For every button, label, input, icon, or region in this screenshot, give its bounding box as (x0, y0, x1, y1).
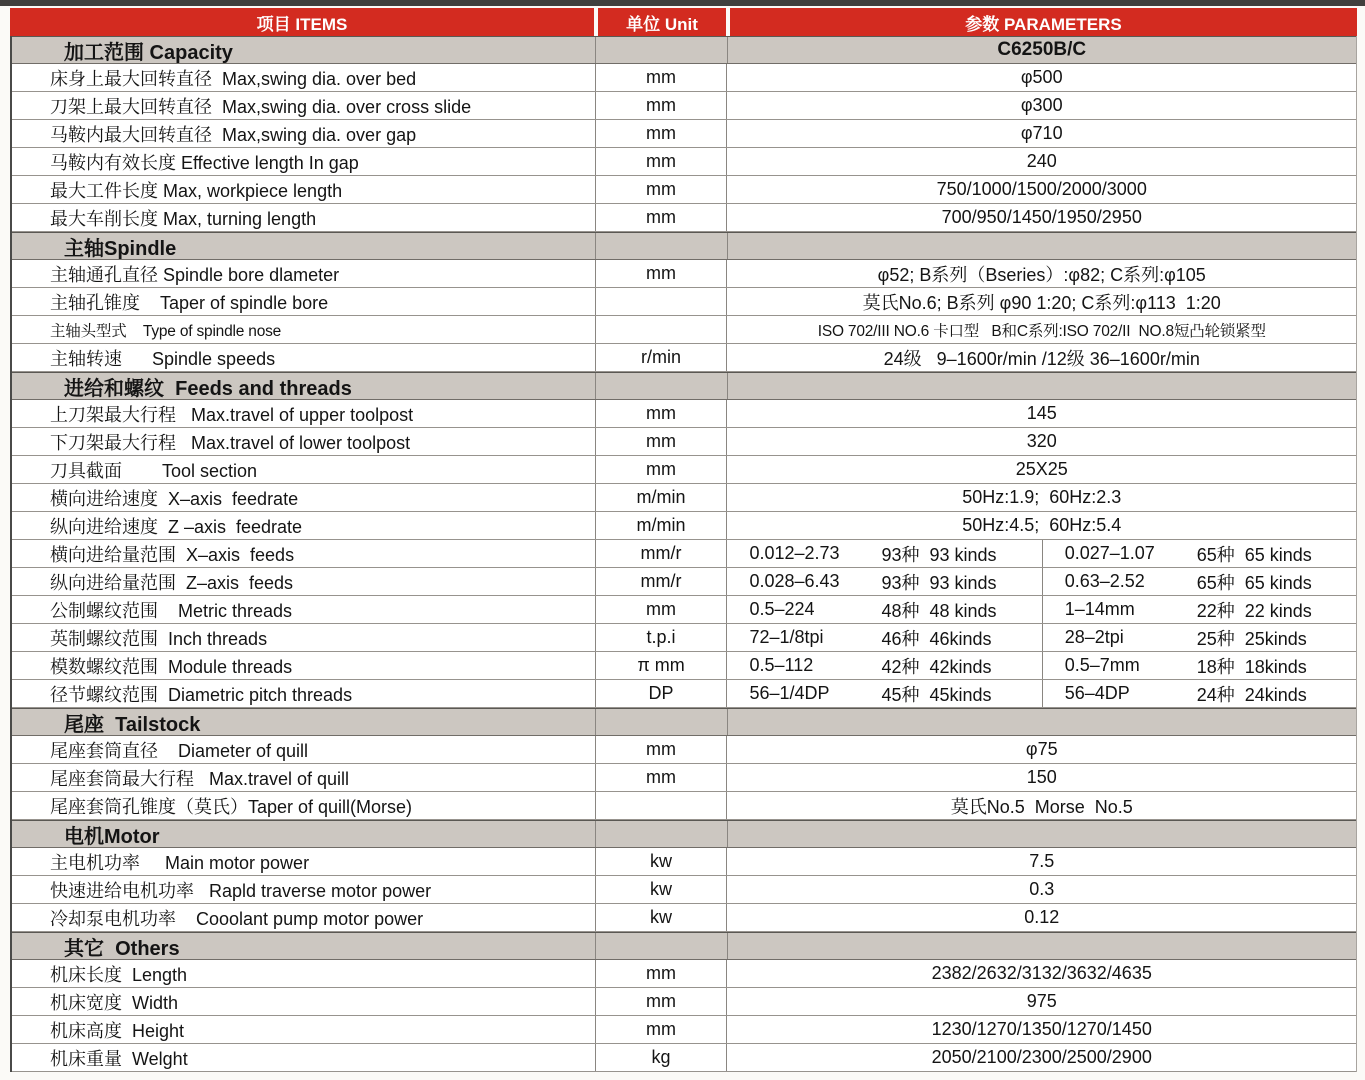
item-label: 纵向进给速度 Z –axis feedrate (50, 516, 303, 537)
param-value: 24级 9–1600r/min /12级 36–1600r/min (883, 348, 1200, 369)
param-value: 2050/2100/2300/2500/2900 (931, 1047, 1152, 1067)
item-label: 最大车削长度 Max, turning length (50, 208, 317, 229)
param-kinds: 18种 18kinds (1196, 656, 1307, 677)
value-subcell (1042, 680, 1356, 707)
spec-row (12, 736, 1356, 764)
value-subcell (727, 680, 1041, 707)
item-cell (12, 960, 596, 987)
unit-label: mm (646, 1019, 677, 1039)
param-kinds: 45种 45kinds (881, 684, 992, 705)
unit-label: mm (646, 263, 677, 283)
unit-label: mm (646, 67, 677, 87)
unit-cell (596, 316, 728, 343)
item-cell (12, 540, 596, 567)
spec-row (12, 624, 1356, 652)
spec-row (12, 1016, 1356, 1044)
unit-label: kg (651, 1047, 671, 1067)
item-label: 主轴转速 Spindle speeds (50, 348, 276, 369)
item-label: 下刀架最大行程 Max.travel of lower toolpost (50, 432, 411, 453)
item-label: 径节螺纹范围 Diametric pitch threads (50, 684, 353, 705)
unit-label: mm (646, 95, 677, 115)
unit-cell (596, 568, 728, 595)
param-value: 240 (1026, 151, 1057, 171)
unit-header-label: 单位 Unit (626, 14, 698, 34)
section-title-cell (12, 933, 596, 959)
item-cell (12, 876, 596, 903)
unit-cell (596, 64, 728, 91)
unit-cell (596, 344, 728, 371)
unit-label: t.p.i (646, 627, 676, 647)
param-kinds: 42种 42kinds (881, 656, 992, 677)
unit-label: kw (650, 879, 673, 899)
unit-cell (596, 596, 728, 623)
item-cell (12, 904, 596, 931)
item-cell (12, 400, 596, 427)
section-value-cell (728, 933, 1357, 959)
table-header-row (10, 8, 1357, 36)
unit-label: mm (646, 739, 677, 759)
unit-label: mm (646, 179, 677, 199)
section-unit-cell (596, 233, 728, 259)
item-label: 冷却泵电机功率 Cooolant pump motor power (50, 908, 424, 929)
unit-label: kw (650, 851, 673, 871)
section-title: 加工范围 Capacity (64, 41, 233, 63)
item-label: 纵向进给量范围 Z–axis feeds (50, 572, 294, 593)
section-header-row (12, 820, 1356, 848)
unit-cell (596, 204, 728, 231)
param-value: φ500 (1020, 67, 1063, 87)
unit-cell (596, 428, 728, 455)
param-value: 0.12 (1024, 907, 1060, 927)
value-cell (727, 456, 1356, 483)
item-label: 主轴孔锥度 Taper of spindle bore (50, 292, 329, 313)
item-label: 机床长度 Length (50, 964, 188, 985)
item-label: 英制螺纹范围 Inch threads (50, 628, 268, 649)
value-subcell (1042, 652, 1356, 679)
param-value: φ710 (1020, 123, 1063, 143)
param-range: 56–1/4DP (749, 683, 830, 703)
item-label: 机床高度 Height (50, 1020, 185, 1041)
top-border-strip (0, 0, 1365, 6)
item-cell (12, 92, 596, 119)
param-value: 50Hz:1.9; 60Hz:2.3 (962, 487, 1122, 507)
section-title: 尾座 Tailstock (64, 713, 201, 735)
unit-label: mm/r (640, 571, 682, 591)
value-cell (727, 988, 1356, 1015)
item-cell (12, 288, 596, 315)
value-cell (727, 904, 1356, 931)
unit-cell (596, 1016, 728, 1043)
section-title: 进给和螺纹 Feeds and threads (64, 377, 352, 399)
unit-label: mm (646, 403, 677, 423)
section-title: 其它 Others (64, 937, 180, 959)
params-header-label: 参数 PARAMETERS (965, 14, 1122, 34)
spec-row (12, 204, 1356, 232)
unit-label: π mm (637, 655, 685, 675)
item-label: 尾座套筒最大行程 Max.travel of quill (50, 768, 350, 789)
value-cell (727, 960, 1356, 987)
param-kinds: 65种 65 kinds (1196, 544, 1312, 565)
param-range: 0.5–224 (749, 599, 815, 619)
unit-label: kw (650, 907, 673, 927)
unit-cell (596, 736, 728, 763)
item-cell (12, 456, 596, 483)
value-cell (727, 120, 1356, 147)
unit-label: mm (646, 123, 677, 143)
item-cell (12, 988, 596, 1015)
param-value: 7.5 (1029, 851, 1055, 871)
item-cell (12, 848, 596, 875)
section-title-cell (12, 233, 596, 259)
param-value: φ52; B系列（Bseries）:φ82; C系列:φ105 (877, 264, 1206, 285)
section-title-cell (12, 821, 596, 847)
unit-cell (596, 400, 728, 427)
param-kinds: 65种 65 kinds (1196, 572, 1312, 593)
param-kinds: 93种 93 kinds (881, 572, 997, 593)
unit-label: r/min (641, 347, 682, 367)
unit-cell (596, 92, 728, 119)
param-value: φ75 (1025, 739, 1058, 759)
unit-cell (596, 764, 728, 791)
unit-label: mm (646, 207, 677, 227)
item-cell (12, 120, 596, 147)
param-value: 25X25 (1015, 459, 1068, 479)
spec-row (12, 540, 1356, 568)
item-label: 横向进给量范围 X–axis feeds (50, 544, 295, 565)
value-subcell (727, 568, 1041, 595)
param-value: 50Hz:4.5; 60Hz:5.4 (962, 515, 1122, 535)
unit-cell (596, 848, 728, 875)
param-range: 0.012–2.73 (749, 543, 840, 563)
param-value: φ300 (1020, 95, 1063, 115)
spec-row (12, 596, 1356, 624)
unit-cell (596, 960, 728, 987)
unit-label: mm (646, 431, 677, 451)
value-cell (727, 512, 1356, 539)
spec-table (10, 8, 1357, 1072)
item-label: 马鞍内有效长度 Effective length In gap (50, 152, 359, 173)
spec-row (12, 904, 1356, 932)
value-subcell (1042, 624, 1356, 651)
item-label: 上刀架最大行程 Max.travel of upper toolpost (50, 404, 414, 425)
value-cell (727, 848, 1356, 875)
unit-label: mm (646, 767, 677, 787)
item-cell (12, 204, 596, 231)
section-title-cell (12, 37, 596, 63)
spec-row (12, 176, 1356, 204)
param-value: 2382/2632/3132/3632/4635 (931, 963, 1152, 983)
spec-row (12, 764, 1356, 792)
param-kinds: 25种 25kinds (1196, 628, 1307, 649)
value-cell (727, 736, 1356, 763)
value-cell (727, 428, 1356, 455)
param-value: ISO 702/III NO.6 卡口型 B和C系列:ISO 702/II NO.8短凸轮锁紧型 (817, 322, 1266, 340)
item-label: 尾座套筒孔锥度（莫氏）Taper of quill(Morse) (50, 796, 413, 817)
value-cell (727, 92, 1356, 119)
unit-cell (596, 288, 728, 315)
section-value-cell (728, 37, 1357, 63)
item-cell (12, 1016, 596, 1043)
spec-row (12, 92, 1356, 120)
value-subcell (1042, 540, 1356, 567)
item-cell (12, 512, 596, 539)
unit-cell (596, 988, 728, 1015)
value-cell (727, 260, 1356, 287)
value-subcell (727, 624, 1041, 651)
item-cell (12, 428, 596, 455)
item-cell (12, 680, 596, 707)
param-value: 145 (1026, 403, 1057, 423)
section-title-cell (12, 373, 596, 399)
item-cell (12, 624, 596, 651)
unit-cell (596, 904, 728, 931)
unit-cell (596, 456, 728, 483)
value-subcell (727, 596, 1041, 623)
section-unit-cell (596, 37, 728, 63)
table-body (10, 36, 1357, 1072)
item-cell (12, 792, 596, 819)
item-cell (12, 736, 596, 763)
unit-cell (596, 540, 728, 567)
item-cell (12, 64, 596, 91)
unit-cell (596, 176, 728, 203)
value-cell (727, 176, 1356, 203)
spec-row (12, 120, 1356, 148)
value-cell (727, 484, 1356, 511)
section-header-row (12, 932, 1356, 960)
unit-header-cell (598, 8, 726, 36)
param-kinds: 46种 46kinds (881, 628, 992, 649)
value-cell (727, 400, 1356, 427)
item-label: 横向进给速度 X–axis feedrate (50, 488, 299, 509)
param-range: 0.5–7mm (1064, 655, 1140, 675)
item-label: 刀具截面 Tool section (50, 460, 258, 481)
items-header-label: 项目 ITEMS (256, 14, 348, 34)
unit-cell (596, 1044, 728, 1071)
item-label: 主电机功率 Main motor power (50, 852, 310, 873)
param-value: 750/1000/1500/2000/3000 (936, 179, 1147, 199)
item-label: 刀架上最大回转直径 Max,swing dia. over cross slide (50, 96, 472, 117)
param-range: 0.63–2.52 (1064, 571, 1145, 591)
section-title-cell (12, 709, 596, 735)
value-cell (727, 316, 1356, 343)
value-cell (727, 288, 1356, 315)
params-header-cell (730, 8, 1357, 36)
spec-row (12, 568, 1356, 596)
spec-row (12, 260, 1356, 288)
spec-row (12, 960, 1356, 988)
spec-row (12, 652, 1356, 680)
param-value: 975 (1026, 991, 1057, 1011)
param-value: 1230/1270/1350/1270/1450 (931, 1019, 1152, 1039)
spec-row (12, 1044, 1356, 1072)
spec-row (12, 400, 1356, 428)
param-value: 莫氏No.5 Morse No.5 (950, 796, 1133, 817)
unit-label: mm/r (640, 543, 682, 563)
unit-cell (596, 652, 728, 679)
unit-cell (596, 876, 728, 903)
value-cell (727, 64, 1356, 91)
unit-cell (596, 260, 728, 287)
item-cell (12, 568, 596, 595)
param-value: 150 (1026, 767, 1057, 787)
spec-row (12, 428, 1356, 456)
value-subcell (1042, 596, 1356, 623)
param-kinds: 24种 24kinds (1196, 684, 1307, 705)
item-cell (12, 344, 596, 371)
item-label: 机床重量 Welght (50, 1048, 188, 1069)
unit-label: mm (646, 963, 677, 983)
value-cell-split (727, 652, 1356, 679)
spec-row (12, 792, 1356, 820)
item-label: 主轴通孔直径 Spindle bore dlameter (50, 264, 340, 285)
item-label: 床身上最大回转直径 Max,swing dia. over bed (50, 68, 417, 89)
value-subcell (727, 652, 1041, 679)
param-range: 0.028–6.43 (749, 571, 840, 591)
value-cell-split (727, 568, 1356, 595)
param-range: 1–14mm (1064, 599, 1135, 619)
param-value: 莫氏No.6; B系列 φ90 1:20; C系列:φ113 1:20 (862, 292, 1221, 313)
value-cell-split (727, 624, 1356, 651)
section-value-cell (728, 821, 1357, 847)
unit-label: mm (646, 151, 677, 171)
item-label: 尾座套筒直径 Diameter of quill (50, 740, 309, 761)
section-title: 电机Motor (64, 825, 160, 847)
spec-row (12, 316, 1356, 344)
value-subcell (1042, 568, 1356, 595)
value-cell-split (727, 540, 1356, 567)
value-cell (727, 148, 1356, 175)
unit-label: m/min (636, 487, 686, 507)
param-value: 0.3 (1029, 879, 1055, 899)
section-unit-cell (596, 933, 728, 959)
item-cell (12, 764, 596, 791)
item-cell (12, 484, 596, 511)
value-cell (727, 792, 1356, 819)
unit-cell (596, 680, 728, 707)
unit-cell (596, 512, 728, 539)
unit-cell (596, 120, 728, 147)
section-value-cell (728, 373, 1357, 399)
item-cell (12, 260, 596, 287)
section-value-cell (728, 709, 1357, 735)
item-cell (12, 596, 596, 623)
spec-row (12, 288, 1356, 316)
section-header-row (12, 708, 1356, 736)
spec-row (12, 988, 1356, 1016)
section-header-row (12, 372, 1356, 400)
value-cell (727, 764, 1356, 791)
section-header-row (12, 36, 1356, 64)
unit-label: mm (646, 459, 677, 479)
item-label: 机床宽度 Width (50, 992, 179, 1013)
section-title: 主轴Spindle (64, 237, 177, 259)
item-cell (12, 1044, 596, 1071)
value-cell-split (727, 680, 1356, 707)
section-unit-cell (596, 373, 728, 399)
unit-label: m/min (636, 515, 686, 535)
unit-label: mm (646, 991, 677, 1011)
spec-row (12, 848, 1356, 876)
param-kinds: 22种 22 kinds (1196, 600, 1312, 621)
unit-cell (596, 624, 728, 651)
spec-row (12, 148, 1356, 176)
item-cell (12, 176, 596, 203)
value-subcell (727, 540, 1041, 567)
section-header-row (12, 232, 1356, 260)
section-unit-cell (596, 821, 728, 847)
spec-row (12, 344, 1356, 372)
spec-row (12, 512, 1356, 540)
section-unit-cell (596, 709, 728, 735)
value-cell (727, 1016, 1356, 1043)
model-value: C6250B/C (997, 39, 1087, 60)
unit-cell (596, 148, 728, 175)
item-label: 最大工件长度 Max, workpiece length (50, 180, 343, 201)
value-cell (727, 204, 1356, 231)
unit-cell (596, 792, 728, 819)
item-cell (12, 148, 596, 175)
value-cell (727, 876, 1356, 903)
item-label: 公制螺纹范围 Metric threads (50, 600, 293, 621)
param-range: 0.5–112 (749, 655, 814, 675)
item-cell (12, 652, 596, 679)
param-range: 56–4DP (1064, 683, 1130, 703)
unit-label: DP (648, 683, 674, 703)
param-kinds: 48种 48 kinds (881, 600, 997, 621)
value-cell (727, 344, 1356, 371)
item-label: 模数螺纹范围 Module threads (50, 656, 293, 677)
spec-row (12, 876, 1356, 904)
param-range: 28–2tpi (1064, 627, 1124, 647)
item-cell (12, 316, 596, 343)
param-range: 0.027–1.07 (1064, 543, 1155, 563)
param-kinds: 93种 93 kinds (881, 544, 997, 565)
spec-row (12, 456, 1356, 484)
value-cell (727, 1044, 1356, 1071)
spec-row (12, 64, 1356, 92)
unit-label: mm (646, 599, 677, 619)
item-label: 快速进给电机功率 Rapld traverse motor power (50, 880, 432, 901)
item-label: 马鞍内最大回转直径 Max,swing dia. over gap (50, 124, 417, 145)
spec-row (12, 680, 1356, 708)
spec-row (12, 484, 1356, 512)
item-label: 主轴头型式 Type of spindle nose (50, 322, 282, 340)
param-range: 72–1/8tpi (749, 627, 824, 647)
unit-cell (596, 484, 728, 511)
section-value-cell (728, 233, 1357, 259)
param-value: 320 (1026, 431, 1057, 451)
value-cell-split (727, 596, 1356, 623)
items-header-cell (10, 8, 594, 36)
param-value: 700/950/1450/1950/2950 (941, 207, 1142, 227)
